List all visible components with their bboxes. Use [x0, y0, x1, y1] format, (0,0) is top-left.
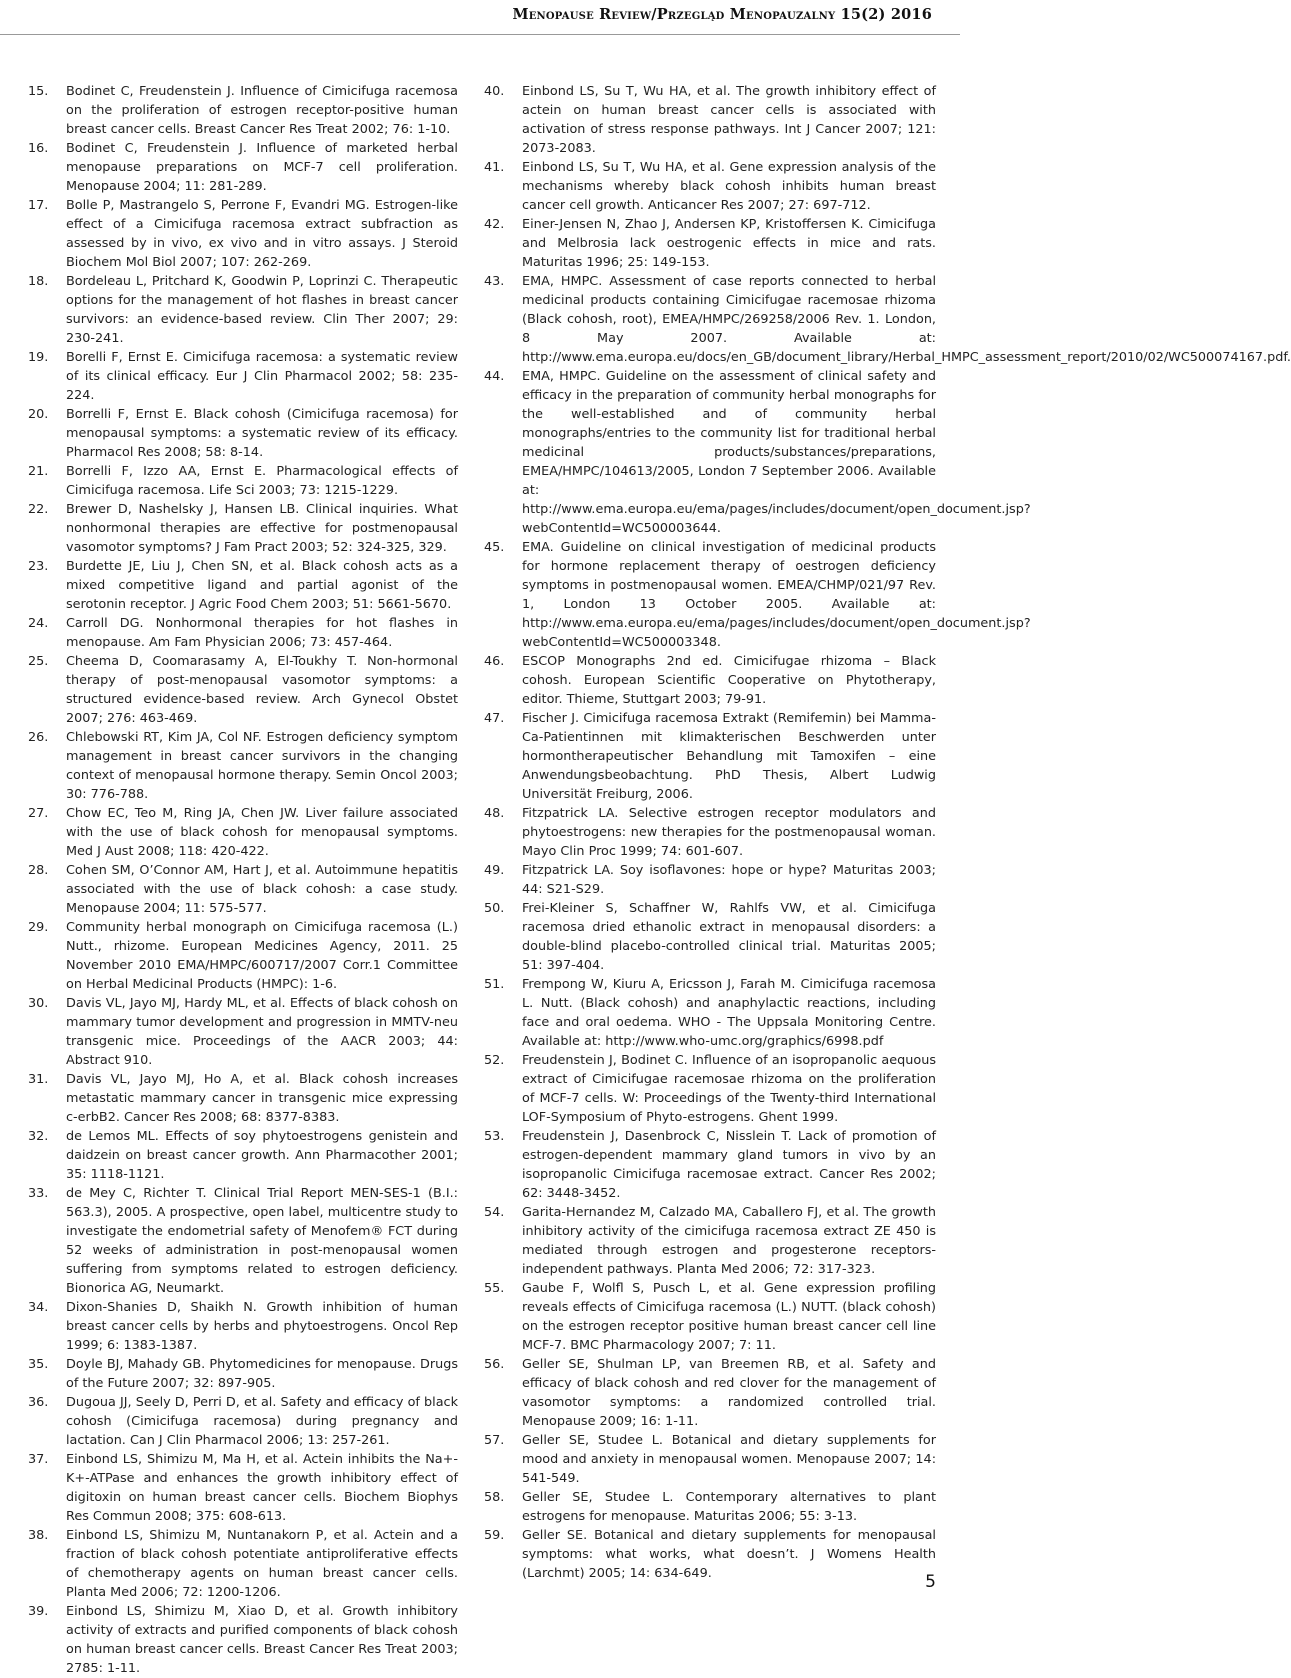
reference-text: Brewer D, Nashelsky J, Hansen LB. Clinical inquiries. What nonhormonal therapies are effective for postmenopausal vasomotor symptoms? J Fam Pract 2003; 52: 324-325, 329. [66, 502, 458, 555]
reference-item [484, 709, 936, 804]
reference-item [484, 1051, 936, 1127]
reference-text: Dugoua JJ, Seely D, Perri D, et al. Safety and efficacy of black cohosh (Cimicifuga racemosa) during pregnancy and lactation. Can J Clin Pharmacol 2006; 13: 257-261. [66, 1395, 458, 1448]
reference-item [484, 538, 1031, 652]
reference-item [28, 405, 458, 462]
reference-text: Davis VL, Jayo MJ, Hardy ML, et al. Effects of black cohosh on mammary tumor development and progression in MMTV-neu transgenic mice. Proceedings of the AACR 2003; 44: Abstract 910. [66, 996, 458, 1068]
reference-item [28, 462, 458, 500]
reference-number: 47. [484, 711, 505, 726]
reference-number: 38. [28, 1528, 49, 1543]
reference-number: 30. [28, 996, 49, 1011]
reference-number: 40. [484, 84, 505, 99]
reference-text: Geller SE, Studee L. Contemporary alternatives to plant estrogens for menopause. Maturitas 2006; 55: 3-13. [522, 1490, 936, 1524]
reference-number: 33. [28, 1186, 49, 1201]
reference-number: 22. [28, 502, 49, 517]
reference-number: 55. [484, 1281, 505, 1296]
reference-item [28, 652, 458, 728]
reference-number: 56. [484, 1357, 505, 1372]
reference-item [484, 804, 936, 861]
reference-item [28, 1298, 458, 1355]
reference-number: 54. [484, 1205, 505, 1220]
reference-text: Cheema D, Coomarasamy A, El-Toukhy T. Non-hormonal therapy of post-menopausal vasomotor symptoms: a structured evidence-based review. Arch Gynecol Obstet 2007; 276: 463-469. [66, 654, 458, 726]
reference-number: 18. [28, 274, 49, 289]
reference-text: Einbond LS, Su T, Wu HA, et al. Gene expression analysis of the mechanisms whereby black cohosh inhibits human breast cancer cell growth. Anticancer Res 2007; 27: 697-712. [522, 160, 936, 213]
reference-item [28, 82, 458, 139]
reference-text: de Mey C, Richter T. Clinical Trial Report MEN-SES-1 (B.I.: 563.3), 2005. A prospective, open label, multicentre study to investigate the endometrial safety of Menofem® FCT during 52 weeks of administration in post-menopausal women suffering from symptoms related to estrogen deficiency. Bionorica AG, Neumarkt. [66, 1186, 458, 1296]
reference-text: ESCOP Monographs 2nd ed. Cimicifugae rhizoma – Black cohosh. European Scientific Cooperative on Phytotherapy, editor. Thieme, Stuttgart 2003; 79-91. [522, 654, 936, 707]
page-number: 5 [925, 1572, 936, 1592]
reference-item [484, 367, 1031, 538]
reference-text: Doyle BJ, Mahady GB. Phytomedicines for menopause. Drugs of the Future 2007; 32: 897-905. [66, 1357, 458, 1391]
reference-text: Bolle P, Mastrangelo S, Perrone F, Evandri MG. Estrogen-like effect of a Cimicifuga racemosa extract subfraction as assessed by in vivo, ex vivo and in vitro assays. J Steroid Biochem Mol Biol 2007; 107: 262-269. [66, 198, 458, 270]
reference-number: 35. [28, 1357, 49, 1372]
reference-column-right [484, 82, 1291, 1583]
reference-number: 41. [484, 160, 505, 175]
reference-number: 46. [484, 654, 505, 669]
reference-number: 52. [484, 1053, 505, 1068]
reference-text: Einbond LS, Shimizu M, Ma H, et al. Actein inhibits the Na+-K+-ATPase and enhances the growth inhibitory effect of digitoxin on human breast cancer cells. Biochem Biophys Res Commun 2008; 375: 608-613. [66, 1452, 458, 1524]
reference-text: EMA, HMPC. Assessment of case reports connected to herbal medicinal products containing Cimicifugae racemosae rhizoma (Black cohosh, root), EMEA/HMPC/269258/2006 Rev. 1. London, 8 May 2007. Available at: http://www.ema.europa.eu/docs/en_GB/document_library/Herbal_HMPC_assessment_report/2010/02/WC500074167.pdf. [522, 274, 1291, 365]
reference-item [28, 1393, 458, 1450]
reference-text: Bodinet C, Freudenstein J. Influence of marketed herbal menopause preparations on MCF-7 cell proliferation. Menopause 2004; 11: 281-289. [66, 141, 458, 194]
reference-text: Bordeleau L, Pritchard K, Goodwin P, Loprinzi C. Therapeutic options for the management of hot flashes in breast cancer survivors: an evidence-based review. Clin Ther 2007; 29: 230-241. [66, 274, 458, 346]
reference-text: Geller SE, Shulman LP, van Breemen RB, et al. Safety and efficacy of black cohosh and red clover for the management of vasomotor symptoms: a randomized controlled trial. Menopause 2009; 16: 1-11. [522, 1357, 936, 1429]
reference-column-left [28, 82, 458, 1678]
reference-item [28, 272, 458, 348]
reference-number: 50. [484, 901, 505, 916]
reference-number: 16. [28, 141, 49, 156]
reference-number: 24. [28, 616, 49, 631]
reference-number: 43. [484, 274, 505, 289]
reference-item [484, 861, 936, 899]
reference-item [28, 196, 458, 272]
reference-number: 25. [28, 654, 49, 669]
reference-number: 42. [484, 217, 505, 232]
reference-text: Borelli F, Ernst E. Cimicifuga racemosa: a systematic review of its clinical efficacy. Eur J Clin Pharmacol 2002; 58: 235-224. [66, 350, 458, 403]
reference-item [484, 82, 936, 158]
reference-number: 45. [484, 540, 505, 555]
reference-item [28, 1450, 458, 1526]
reference-text: Fitzpatrick LA. Selective estrogen receptor modulators and phytoestrogens: new therapies for the postmenopausal woman. Mayo Clin Proc 1999; 74: 601-607. [522, 806, 936, 859]
reference-text: Fitzpatrick LA. Soy isoflavones: hope or hype? Maturitas 2003; 44: S21-S29. [522, 863, 936, 897]
reference-text: Freudenstein J, Bodinet C. Influence of an isopropanolic aequous extract of Cimicifugae racemosae rhizoma on the proliferation of MCF-7 cells. W: Proceedings of the Twenty-third International LOF-Symposium of Phyto-estrogens. Ghent 1999. [522, 1053, 936, 1125]
reference-item [484, 652, 936, 709]
reference-number: 26. [28, 730, 49, 745]
reference-item [484, 975, 936, 1051]
reference-text: Community herbal monograph on Cimicifuga racemosa (L.) Nutt., rhizome. European Medicines Agency, 2011. 25 November 2010 EMA/HMPC/600717/2007 Corr.1 Committee on Herbal Medicinal Products (HMPC): 1-6. [66, 920, 458, 992]
reference-text: Chlebowski RT, Kim JA, Col NF. Estrogen deficiency symptom management in breast cancer survivors in the changing context of menopausal hormone therapy. Semin Oncol 2003; 30: 776-788. [66, 730, 458, 802]
reference-text: Davis VL, Jayo MJ, Ho A, et al. Black cohosh increases metastatic mammary cancer in transgenic mice expressing c-erbB2. Cancer Res 2008; 68: 8377-8383. [66, 1072, 458, 1125]
reference-text: Borrelli F, Izzo AA, Ernst E. Pharmacological effects of Cimicifuga racemosa. Life Sci 2003; 73: 1215-1229. [66, 464, 458, 498]
reference-number: 28. [28, 863, 49, 878]
reference-number: 58. [484, 1490, 505, 1505]
reference-item [28, 861, 458, 918]
reference-number: 21. [28, 464, 49, 479]
reference-item [28, 1184, 458, 1298]
reference-item [484, 1127, 936, 1203]
reference-item [28, 1602, 458, 1678]
reference-text: Carroll DG. Nonhormonal therapies for hot flashes in menopause. Am Fam Physician 2006; 73: 457-464. [66, 616, 458, 650]
reference-item [484, 158, 936, 215]
reference-list-right [484, 82, 1291, 1583]
reference-text: Einbond LS, Shimizu M, Xiao D, et al. Growth inhibitory activity of extracts and purified components of black cohosh on human breast cancer cells. Breast Cancer Res Treat 2003; 2785: 1-11. [66, 1604, 458, 1676]
reference-item [484, 1355, 936, 1431]
reference-text: Einbond LS, Su T, Wu HA, et al. The growth inhibitory effect of actein on human breast cancer cells is associated with activation of stress response pathways. Int J Cancer 2007; 121: 2073-2083. [522, 84, 936, 156]
journal-title: Menopause Review/Przegląd Menopauzalny 15(2) 2016 [512, 6, 932, 23]
reference-number: 17. [28, 198, 49, 213]
reference-text: de Lemos ML. Effects of soy phytoestrogens genistein and daidzein on breast cancer growth. Ann Pharmacother 2001; 35: 1118-1121. [66, 1129, 458, 1182]
reference-text: Fischer J. Cimicifuga racemosa Extrakt (Remifemin) bei Mamma-Ca-Patientinnen mit klimakterischen Beschwerden unter hormontherapeutischer Behandlung mit Tamoxifen – eine Anwendungsbeobachtung. PhD Thesis, Albert Ludwig Universität Freiburg, 2006. [522, 711, 936, 802]
reference-number: 15. [28, 84, 49, 99]
reference-number: 59. [484, 1528, 505, 1543]
reference-number: 53. [484, 1129, 505, 1144]
reference-number: 51. [484, 977, 505, 992]
reference-item [28, 994, 458, 1070]
reference-item [484, 1203, 936, 1279]
reference-item [28, 1526, 458, 1602]
reference-item [28, 1355, 458, 1393]
reference-number: 23. [28, 559, 49, 574]
reference-item [28, 728, 458, 804]
reference-text: Frei-Kleiner S, Schaffner W, Rahlfs VW, et al. Cimicifuga racemosa dried ethanolic extract in menopausal disorders: a double-blind placebo-controlled clinical trial. Maturitas 2005; 51: 397-404. [522, 901, 936, 973]
page-header [0, 0, 960, 44]
reference-item [484, 272, 1291, 367]
reference-number: 29. [28, 920, 49, 935]
reference-text: Garita-Hernandez M, Calzado MA, Caballero FJ, et al. The growth inhibitory activity of the cimicifuga racemosa extract ZE 450 is mediated through estrogen and progesterone receptors-independent pathways. Planta Med 2006; 72: 317-323. [522, 1205, 936, 1277]
reference-number: 36. [28, 1395, 49, 1410]
reference-item [484, 1431, 936, 1488]
reference-number: 27. [28, 806, 49, 821]
reference-item [28, 1127, 458, 1184]
reference-text: Dixon-Shanies D, Shaikh N. Growth inhibition of human breast cancer cells by herbs and phytoestrogens. Oncol Rep 1999; 6: 1383-1387. [66, 1300, 458, 1353]
reference-item [28, 614, 458, 652]
reference-number: 31. [28, 1072, 49, 1087]
reference-number: 49. [484, 863, 505, 878]
reference-item [484, 899, 936, 975]
reference-item [28, 1070, 458, 1127]
reference-text: Geller SE, Studee L. Botanical and dietary supplements for mood and anxiety in menopausal women. Menopause 2007; 14: 541-549. [522, 1433, 936, 1486]
reference-item [484, 1488, 936, 1526]
reference-text: Chow EC, Teo M, Ring JA, Chen JW. Liver failure associated with the use of black cohosh for menopausal symptoms. Med J Aust 2008; 118: 420-422. [66, 806, 458, 859]
reference-item [484, 215, 936, 272]
reference-number: 44. [484, 369, 505, 384]
reference-item [484, 1279, 936, 1355]
reference-text: EMA, HMPC. Guideline on the assessment of clinical safety and efficacy in the preparation of community herbal monographs for the well-established and of community herbal monographs/entries to the community list for traditional herbal medicinal products/substances/preparations, EMEA/HMPC/104613/2005, London 7 September 2006. Available at: http://www.ema.europa.eu/ema/pages/includes/document/open_document.jsp?webContentId=WC500003644. [522, 369, 1031, 536]
reference-number: 39. [28, 1604, 49, 1619]
reference-item [28, 804, 458, 861]
reference-number: 20. [28, 407, 49, 422]
reference-number: 37. [28, 1452, 49, 1467]
reference-text: Freudenstein J, Dasenbrock C, Nisslein T. Lack of promotion of estrogen-dependent mammary gland tumors in vivo by an isopropanolic Cimicifuga racemosae extract. Cancer Res 2002; 62: 3448-3452. [522, 1129, 936, 1201]
reference-number: 48. [484, 806, 505, 821]
reference-number: 19. [28, 350, 49, 365]
reference-item [28, 348, 458, 405]
reference-text: Cohen SM, O’Connor AM, Hart J, et al. Autoimmune hepatitis associated with the use of black cohosh: a case study. Menopause 2004; 11: 575-577. [66, 863, 458, 916]
reference-number: 34. [28, 1300, 49, 1315]
reference-item [484, 1526, 936, 1583]
reference-text: Bodinet C, Freudenstein J. Influence of Cimicifuga racemosa on the proliferation of estrogen receptor-positive human breast cancer cells. Breast Cancer Res Treat 2002; 76: 1-10. [66, 84, 458, 137]
reference-list-left [28, 82, 458, 1678]
reference-text: Einer-Jensen N, Zhao J, Andersen KP, Kristoffersen K. Cimicifuga and Melbrosia lack oestrogenic effects in mice and rats. Maturitas 1996; 25: 149-153. [522, 217, 936, 270]
reference-item [28, 500, 458, 557]
reference-text: Einbond LS, Shimizu M, Nuntanakorn P, et al. Actein and a fraction of black cohosh potentiate antiproliferative effects of chemotherapy agents on human breast cancer cells. Planta Med 2006; 72: 1200-1206. [66, 1528, 458, 1600]
reference-text: Geller SE. Botanical and dietary supplements for menopausal symptoms: what works, what doesn’t. J Womens Health (Larchmt) 2005; 14: 634-649. [522, 1528, 936, 1581]
reference-text: Burdette JE, Liu J, Chen SN, et al. Black cohosh acts as a mixed competitive ligand and partial agonist of the serotonin receptor. J Agric Food Chem 2003; 51: 5661-5670. [66, 559, 458, 612]
reference-text: Frempong W, Kiuru A, Ericsson J, Farah M. Cimicifuga racemosa L. Nutt. (Black cohosh) and anaphylactic reactions, including face and oral oedema. WHO - The Uppsala Monitoring Centre. Available at: http://www.who-umc.org/graphics/6998.pdf [522, 977, 936, 1049]
reference-text: Borrelli F, Ernst E. Black cohosh (Cimicifuga racemosa) for menopausal symptoms: a systematic review of its efficacy. Pharmacol Res 2008; 58: 8-14. [66, 407, 458, 460]
reference-number: 57. [484, 1433, 505, 1448]
header-rule [0, 34, 960, 35]
reference-text: EMA. Guideline on clinical investigation of medicinal products for hormone replacement therapy of oestrogen deficiency symptoms in postmenopausal women. EMEA/CHMP/021/97 Rev. 1, London 13 October 2005. Available at: http://www.ema.europa.eu/ema/pages/includes/document/open_document.jsp?webContentId=WC500003348. [522, 540, 1031, 650]
reference-item [28, 918, 458, 994]
reference-number: 32. [28, 1129, 49, 1144]
reference-item [28, 557, 458, 614]
reference-item [28, 139, 458, 196]
reference-text: Gaube F, Wolfl S, Pusch L, et al. Gene expression profiling reveals effects of Cimicifuga racemosa (L.) NUTT. (black cohosh) on the estrogen receptor positive human breast cancer cell line MCF-7. BMC Pharmacology 2007; 7: 11. [522, 1281, 936, 1353]
